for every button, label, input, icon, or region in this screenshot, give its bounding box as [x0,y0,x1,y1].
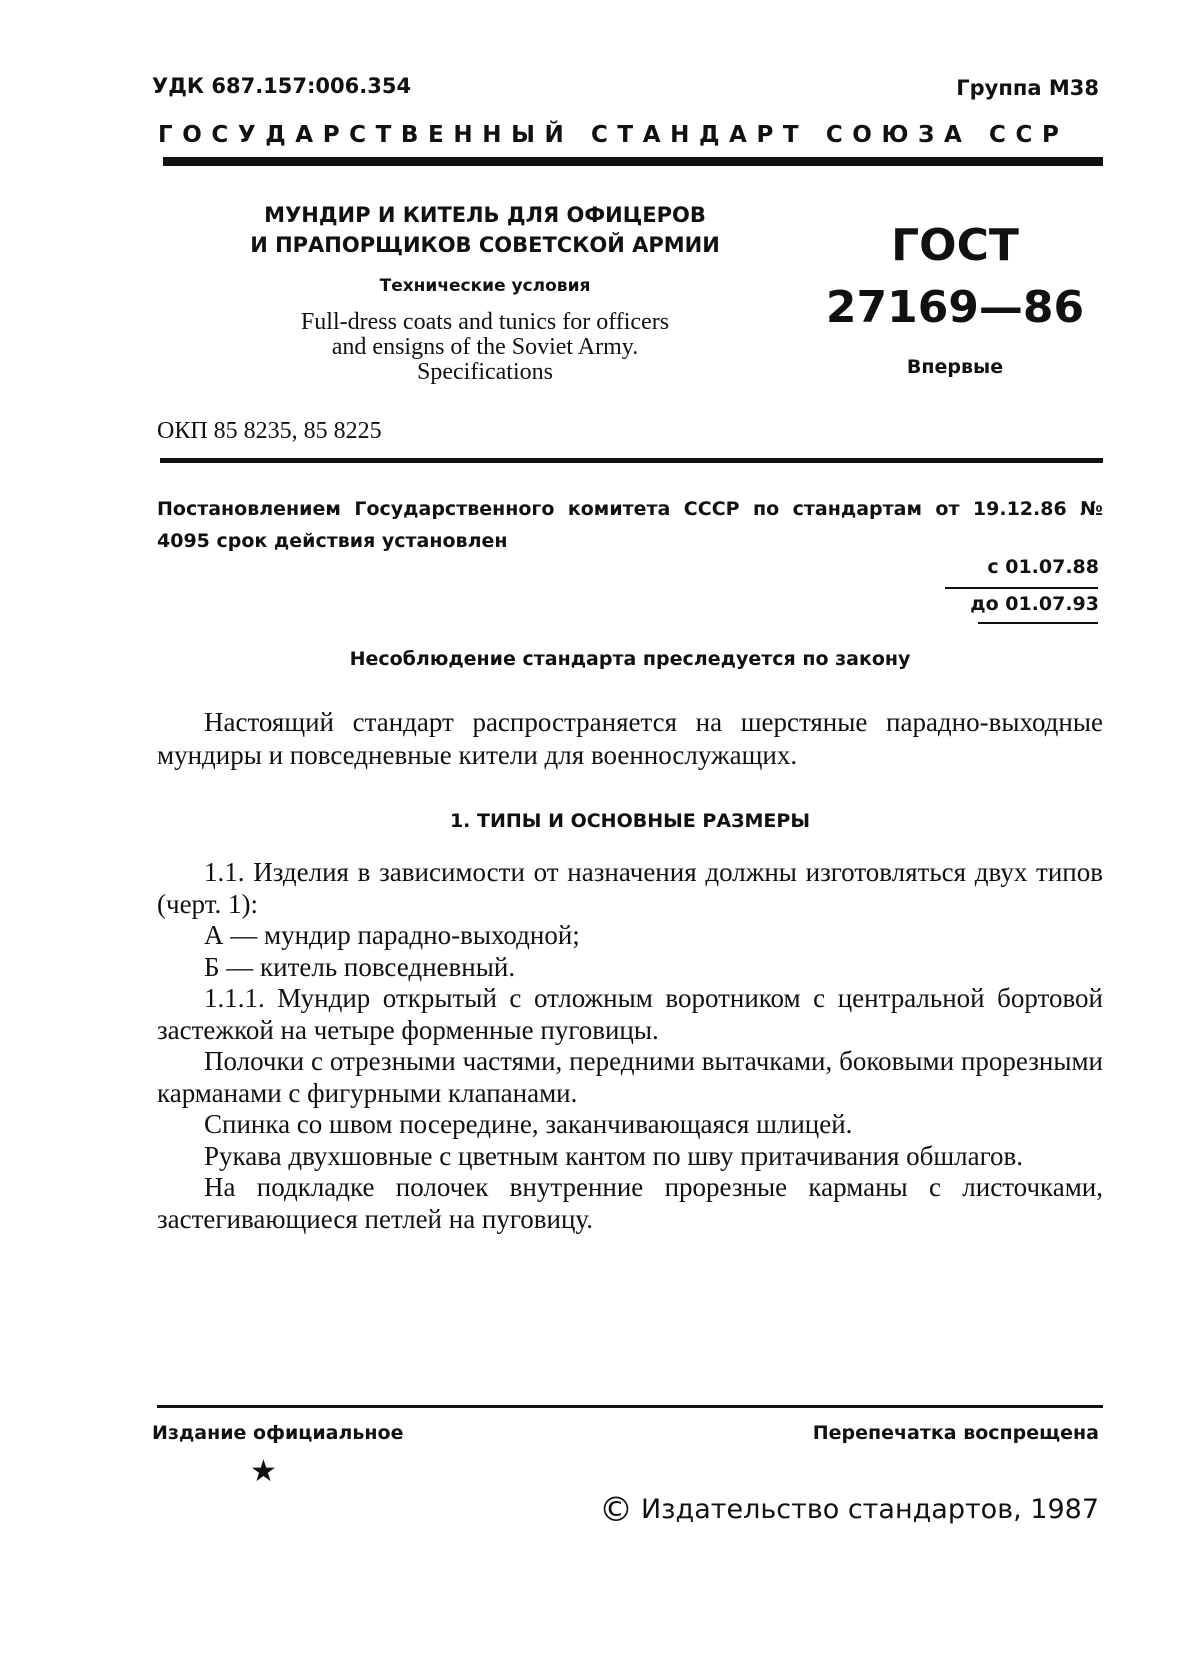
footer-rule [157,1405,1103,1408]
validity-to: до 01.07.93 [970,593,1099,615]
title-block [180,200,790,385]
paragraph: Рукава двухшовные с цветным кантом по шву притачивания обшлагов. [204,1140,1024,1171]
title-russian: МУНДИР И КИТЕЛЬ ДЛЯ ОФИЦЕРОВ И ПРАПОРЩИКОВ СОВЕТСКОЙ АРМИИ [250,203,720,257]
paragraph: Спинка со швом посередине, заканчивающаяся шлицей. [204,1109,853,1139]
paragraph: 1.1.1. Мундир открытый с отложным воротником с центральной бортовой застежкой на четыре форменные пуговицы. [157,983,1103,1045]
legal-notice: Несоблюдение стандарта преследуется по закону [349,648,911,670]
official-edition-label: Издание официальное [152,1422,404,1444]
subtitle-russian: Технические условия [379,276,591,296]
first-issue-note: Впервые [906,356,1004,378]
gost-label: ГОСТ [891,220,1019,271]
section-body [157,857,1103,1235]
validity-from: с 01.07.88 [987,556,1099,578]
paragraph: Б — китель повседневный. [204,951,516,982]
validity-rule-bottom [978,622,1098,624]
title-english: Full-dress coats and tunics for officers and ensigns of the Soviet Army. Specifications [300,309,670,385]
paragraph: На подкладке полочек внутренние прорезные карманы с листочками, застегивающиеся петлей на пуговицу. [157,1172,1103,1234]
publisher-line [599,1490,1099,1530]
udk-code: УДК 687.157:006.354 [152,74,412,98]
header-rule [163,157,1103,166]
paragraph: А — мундир парадно-выходной; [204,920,580,950]
okp-code: ОКП 85 8235, 85 8225 [157,418,382,444]
intro-paragraph: Настоящий стандарт распространяется на шерстяные парадно-выходные мундиры и повседневные кители для военнослужащих. [157,707,1103,770]
gost-number: 27169—86 [825,282,1085,333]
reprint-prohibited-label: Перепечатка воспрещена [812,1422,1099,1444]
state-standard-banner: ГОСУДАРСТВЕННЫЙ СТАНДАРТ СОЮЗА ССР [158,122,1069,148]
publisher-name: Издательство стандартов, 1987 [640,1494,1099,1525]
gost-block [810,220,1100,378]
decree-text: Постановлением Государственного комитета СССР по стандартам от 19.12.86 № 4095 срок действия установлен [157,498,1103,552]
validity-rule [945,587,1098,589]
paragraph: Полочки с отрезными частями, передними вытачками, боковыми прорезными карманами с фигурными клапанами. [157,1046,1103,1108]
section-heading: 1. ТИПЫ И ОСНОВНЫЕ РАЗМЕРЫ [449,810,811,832]
group-code: Группа М38 [956,76,1099,100]
paragraph: 1.1. Изделия в зависимости от назначения должны изготовляться двух типов (черт. 1): [157,857,1103,919]
star-icon: ★ [250,1454,277,1489]
copyright-icon: © [598,1490,633,1530]
section-rule [160,458,1103,463]
